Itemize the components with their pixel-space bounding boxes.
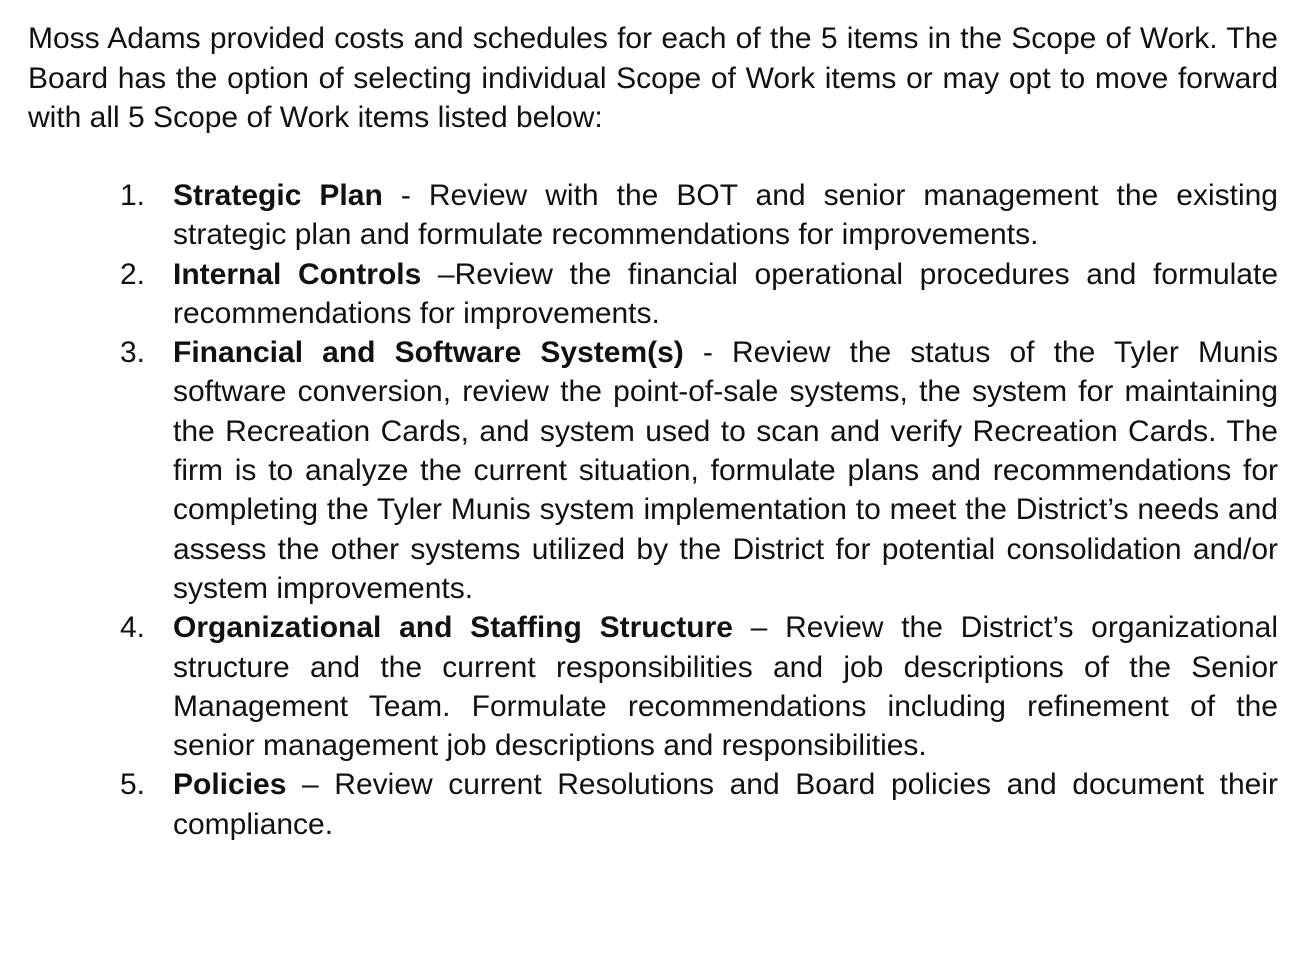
scope-of-work-list <box>120 176 1278 844</box>
scope-item-description: - Review with the BOT and senior management the existing strategic plan and formulate recommendations for improvements. <box>173 179 1278 252</box>
scope-item-internal-controls <box>120 255 1278 334</box>
scope-item-financial-software <box>120 333 1278 608</box>
scope-item-number: 2. <box>120 257 146 291</box>
scope-item-organizational-staffing <box>120 608 1278 765</box>
scope-item-title: Strategic Plan <box>173 179 383 212</box>
scope-item-number: 1. <box>120 179 146 212</box>
intro-paragraph: Moss Adams provided costs and schedules for each of the 5 items in the Scope of Work. The Board has the option of selecting individual Scope of Work items or may opt to move forward with all 5 Scope of Work items listed below: <box>28 22 1278 134</box>
scope-item-number: 4. <box>120 611 146 645</box>
scope-item-title: Organizational and Staffing Structure <box>173 611 733 645</box>
scope-item-strategic-plan <box>120 176 1278 255</box>
scope-item-title: Financial and Software System(s) <box>173 336 684 370</box>
scope-item-title: Internal Controls <box>173 257 422 291</box>
scope-item-number: 3. <box>120 336 146 370</box>
scope-item-description: – Review the District’s organizational structure and the current responsibilities and job descriptions of the Senior Management Team. Formulate recommendations including refinement of the senior management job descriptions and responsibilities. <box>173 611 1278 763</box>
scope-item-policies <box>120 765 1278 844</box>
scope-item-description: –Review the financial operational procedures and formulate recommendations for improvements. <box>173 257 1279 330</box>
scope-item-title: Policies <box>173 768 287 802</box>
scope-item-number: 5. <box>120 768 146 802</box>
scope-item-description: – Review current Resolutions and Board policies and document their compliance. <box>173 768 1278 841</box>
scope-item-description: - Review the status of the Tyler Munis software conversion, review the point-of-sale systems, the system for maintaining the Recreation Cards, and system used to scan and verify Recreation Cards. The firm is to analyze the current situation, formulate plans and recommendations for completing the Tyler Munis system implementation to meet the District’s needs and assess the other systems utilized by the District for potential consolidation and/or system improvements. <box>173 336 1278 605</box>
